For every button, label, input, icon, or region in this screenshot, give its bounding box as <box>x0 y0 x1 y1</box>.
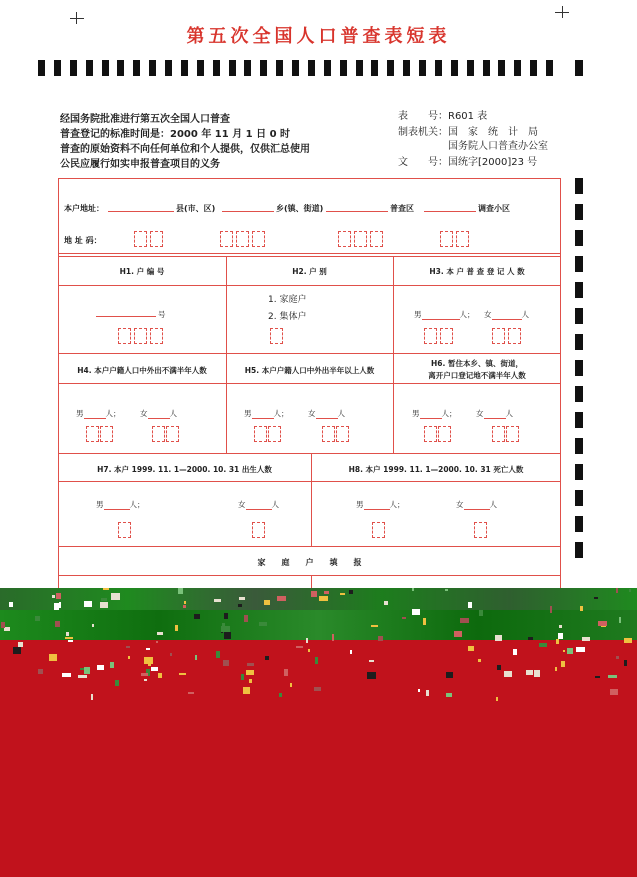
h3-male: 男 人； <box>414 310 475 319</box>
noise-pixel <box>378 636 383 641</box>
noise-pixel <box>534 670 540 677</box>
timing-mark <box>467 60 474 76</box>
noise-pixel <box>426 690 429 696</box>
noise-pixel <box>35 616 40 621</box>
code-box[interactable] <box>220 231 233 247</box>
h8-female-box[interactable] <box>474 522 487 538</box>
h5-box[interactable] <box>254 426 267 442</box>
header-note: 普查登记的标准时间是：2000 年 11 月 1 日 0 时 <box>60 129 291 140</box>
scan-artifact-fill <box>0 640 637 877</box>
noise-pixel <box>495 635 502 641</box>
timing-mark <box>575 256 583 272</box>
noise-pixel <box>445 589 448 591</box>
noise-pixel <box>598 621 607 626</box>
noise-pixel <box>624 638 632 643</box>
timing-mark <box>575 230 583 246</box>
noise-pixel <box>65 637 73 639</box>
noise-pixel <box>156 641 158 643</box>
address-label: 本户地址： <box>64 204 104 213</box>
doc-no: 国统字[2000]23 号 <box>448 157 538 168</box>
noise-pixel <box>179 673 186 675</box>
noise-pixel <box>188 692 194 694</box>
h7-label: H7. 本户 1999. 11. 1—2000. 10. 31 出生人数 <box>97 465 272 474</box>
noise-pixel <box>412 609 420 615</box>
noise-pixel <box>194 614 200 619</box>
h1-label: H1. 户 编 号 <box>119 267 165 276</box>
noise-pixel <box>214 599 221 602</box>
noise-pixel <box>216 651 220 658</box>
noise-pixel <box>608 675 617 678</box>
noise-pixel <box>97 665 104 670</box>
address-district-field[interactable] <box>326 203 388 212</box>
noise-pixel <box>259 622 267 626</box>
noise-pixel <box>157 632 163 635</box>
noise-pixel <box>468 602 472 608</box>
address-district: 普查区 <box>390 204 414 213</box>
noise-pixel <box>144 679 147 681</box>
h3-male-box[interactable] <box>440 328 453 344</box>
h4-box[interactable] <box>166 426 179 442</box>
noise-pixel <box>284 669 288 676</box>
noise-pixel <box>59 602 61 608</box>
noise-pixel <box>567 648 573 654</box>
timing-mark <box>575 412 583 428</box>
noise-pixel <box>616 656 619 659</box>
timing-mark <box>575 178 583 194</box>
noise-pixel <box>56 593 61 599</box>
noise-pixel <box>92 624 94 627</box>
h6-box[interactable] <box>438 426 451 442</box>
noise-pixel <box>412 588 414 591</box>
noise-pixel <box>418 689 420 692</box>
issuer-label: 制表机关： <box>398 127 448 138</box>
crop-mark-right-h <box>555 12 569 13</box>
noise-pixel <box>141 673 148 676</box>
h3-female-box[interactable] <box>508 328 521 344</box>
h4-label: H4. 本户户籍人口中外出不满半年人数 <box>77 366 207 375</box>
timing-mark <box>575 438 583 454</box>
noise-pixel <box>423 618 426 625</box>
timing-mark <box>371 60 378 76</box>
timing-mark <box>276 60 283 76</box>
h7-male-box[interactable] <box>118 522 131 538</box>
noise-pixel <box>594 597 598 599</box>
noise-pixel <box>319 596 328 601</box>
family-section-heading: 家 庭 户 填 报 <box>257 558 362 567</box>
noise-pixel <box>115 680 119 686</box>
address-subdistrict-field[interactable] <box>424 203 476 212</box>
timing-mark <box>403 60 410 76</box>
noise-pixel <box>175 625 178 631</box>
noise-pixel <box>576 647 585 652</box>
noise-pixel <box>497 665 501 670</box>
noise-pixel <box>290 683 292 687</box>
noise-pixel <box>158 673 162 678</box>
timing-mark <box>38 60 45 76</box>
timing-mark <box>133 60 140 76</box>
timing-mark <box>149 60 156 76</box>
form-title: 第五次全国人口普查表短表 <box>186 26 451 47</box>
h4-box[interactable] <box>100 426 113 442</box>
timing-mark <box>213 60 220 76</box>
timing-mark <box>387 60 394 76</box>
noise-pixel <box>308 649 310 652</box>
noise-pixel <box>78 675 87 678</box>
h2-option-collective[interactable]: 2. 集体户 <box>268 312 307 322</box>
timing-mark <box>575 282 583 298</box>
h8-male-box[interactable] <box>372 522 385 538</box>
timing-mark <box>451 60 458 76</box>
noise-pixel <box>246 670 254 675</box>
noise-pixel <box>126 646 130 648</box>
noise-pixel <box>496 697 498 701</box>
timing-mark <box>575 464 583 480</box>
noise-pixel <box>468 646 474 651</box>
h3-female-box[interactable] <box>492 328 505 344</box>
header-note: 普查的原始资料不向任何单位和个人提供，仅供汇总使用 <box>60 144 310 155</box>
noise-pixel <box>146 648 150 650</box>
noise-pixel <box>265 656 269 660</box>
timing-mark <box>498 60 505 76</box>
noise-pixel <box>224 613 228 619</box>
h1-box[interactable] <box>118 328 131 344</box>
noise-pixel <box>224 632 231 639</box>
code-box[interactable] <box>338 231 351 247</box>
timing-mark <box>575 360 583 376</box>
timing-mark <box>340 60 347 76</box>
noise-pixel <box>384 601 388 605</box>
noise-pixel <box>526 670 533 675</box>
noise-pixel <box>110 662 114 668</box>
noise-pixel <box>324 591 329 594</box>
noise-pixel <box>128 656 130 659</box>
h1-field[interactable] <box>96 308 156 317</box>
noise-pixel <box>241 674 244 680</box>
header-note: 公民应履行如实申报普查项目的义务 <box>60 159 220 170</box>
noise-pixel <box>478 659 481 662</box>
noise-pixel <box>100 602 108 608</box>
noise-pixel <box>243 687 250 694</box>
timing-marks-right <box>575 60 584 560</box>
noise-pixel <box>247 663 254 666</box>
noise-pixel <box>315 657 318 664</box>
noise-pixel <box>402 617 406 619</box>
noise-pixel <box>446 672 453 678</box>
h2-option-family[interactable]: 1. 家庭户 <box>268 295 307 305</box>
h6-male: 男 人； <box>412 409 457 418</box>
code-box[interactable] <box>252 231 265 247</box>
noise-pixel <box>84 667 90 674</box>
noise-pixel <box>350 650 352 654</box>
noise-pixel <box>68 640 73 642</box>
h4-female: 女 人 <box>140 409 177 418</box>
doc-label: 文 号： <box>398 157 448 168</box>
timing-mark <box>260 60 267 76</box>
code-box[interactable] <box>456 231 469 247</box>
noise-pixel <box>504 671 512 677</box>
noise-pixel <box>528 637 533 640</box>
timing-mark <box>575 308 583 324</box>
scan-artifact-band <box>0 610 637 640</box>
timing-mark <box>197 60 204 76</box>
noise-pixel <box>454 631 462 637</box>
timing-mark <box>514 60 521 76</box>
crop-mark-left-h <box>70 18 84 19</box>
h4-box[interactable] <box>86 426 99 442</box>
timing-mark <box>575 60 583 76</box>
timing-mark <box>86 60 93 76</box>
noise-pixel <box>314 687 321 691</box>
h7-male: 男 人； <box>96 500 145 509</box>
noise-pixel <box>610 689 618 695</box>
code-box[interactable] <box>440 231 453 247</box>
noise-pixel <box>311 591 317 597</box>
noise-pixel <box>249 679 252 683</box>
code-box[interactable] <box>236 231 249 247</box>
noise-pixel <box>460 618 469 623</box>
noise-pixel <box>170 653 172 656</box>
issuer-1: 国 家 统 计 局 <box>448 127 538 138</box>
noise-pixel <box>371 625 378 627</box>
noise-pixel <box>178 588 183 594</box>
form-no: R601 表 <box>448 111 488 122</box>
h5-male: 男 人； <box>244 409 289 418</box>
h5-label: H5. 本户户籍人口中外出半年以上人数 <box>244 366 375 375</box>
address-county-field[interactable] <box>108 203 174 212</box>
noise-pixel <box>277 596 286 601</box>
noise-pixel <box>555 667 557 671</box>
h8-label: H8. 本户 1999. 11. 1—2000. 10. 31 死亡人数 <box>348 465 524 474</box>
noise-pixel <box>84 601 92 607</box>
timing-mark <box>575 516 583 532</box>
noise-pixel <box>239 597 245 600</box>
h1-box[interactable] <box>134 328 147 344</box>
noise-pixel <box>195 655 197 660</box>
noise-pixel <box>111 593 120 600</box>
noise-pixel <box>513 649 517 655</box>
address-township-field[interactable] <box>222 203 274 212</box>
noise-pixel <box>62 673 71 677</box>
code-box[interactable] <box>354 231 367 247</box>
noise-pixel <box>369 660 374 662</box>
h4-male: 男 人； <box>76 409 121 418</box>
timing-mark <box>575 386 583 402</box>
timing-mark <box>308 60 315 76</box>
noise-pixel <box>264 600 270 605</box>
address-township: 乡(镇、街道) <box>276 204 324 213</box>
h7-female: 女 人 <box>238 500 279 509</box>
timing-mark <box>546 60 553 76</box>
issuer-2: 国务院人口普查办公室 <box>448 141 548 152</box>
h6-label-2: 离开户口登记地不满半年人数 <box>428 371 526 380</box>
timing-marks-top <box>38 60 553 76</box>
timing-mark <box>292 60 299 76</box>
timing-mark <box>575 204 583 220</box>
noise-pixel <box>101 598 107 601</box>
noise-pixel <box>66 632 69 636</box>
timing-mark <box>117 60 124 76</box>
address-code-label: 地 址 码： <box>64 236 102 245</box>
timing-mark <box>102 60 109 76</box>
noise-pixel <box>616 588 618 593</box>
noise-pixel <box>151 667 158 671</box>
noise-pixel <box>479 610 483 616</box>
noise-pixel <box>38 669 43 674</box>
noise-pixel <box>18 642 23 647</box>
timing-mark <box>70 60 77 76</box>
noise-pixel <box>332 634 334 641</box>
h3-label: H3. 本 户 普 查 登 记 人 数 <box>429 267 525 276</box>
h1-suffix: 号 <box>158 310 166 319</box>
noise-pixel <box>550 606 552 613</box>
timing-mark <box>356 60 363 76</box>
timing-mark <box>575 334 583 350</box>
h6-label-1: H6. 暂住本乡、镇、街道， <box>431 359 523 368</box>
noise-pixel <box>556 639 559 644</box>
h2-box[interactable] <box>270 328 283 344</box>
noise-pixel <box>55 621 60 627</box>
h6-box[interactable] <box>492 426 505 442</box>
header-notes <box>60 112 360 172</box>
noise-pixel <box>183 605 186 608</box>
noise-pixel <box>624 660 627 666</box>
timing-mark <box>229 60 236 76</box>
noise-pixel <box>580 606 583 611</box>
noise-pixel <box>184 601 186 604</box>
address-subdistrict: 调查小区 <box>478 204 510 213</box>
timing-mark <box>181 60 188 76</box>
noise-pixel <box>91 694 93 700</box>
noise-pixel <box>446 693 452 697</box>
noise-pixel <box>13 647 21 654</box>
timing-mark <box>530 60 537 76</box>
timing-mark <box>575 490 583 506</box>
h6-female: 女 人 <box>476 409 513 418</box>
code-box[interactable] <box>370 231 383 247</box>
h8-female: 女 人 <box>456 500 497 509</box>
h4-box[interactable] <box>152 426 165 442</box>
h5-female: 女 人 <box>308 409 345 418</box>
noise-pixel <box>340 593 345 595</box>
timing-mark <box>483 60 490 76</box>
noise-pixel <box>558 633 563 639</box>
noise-pixel <box>595 676 600 678</box>
noise-pixel <box>244 615 248 622</box>
code-box[interactable] <box>134 231 147 247</box>
noise-pixel <box>144 657 153 664</box>
h5-box[interactable] <box>336 426 349 442</box>
noise-pixel <box>296 646 303 648</box>
header-note: 经国务院批准进行第五次全国人口普查 <box>60 114 230 125</box>
noise-pixel <box>238 604 242 607</box>
noise-pixel <box>563 650 565 652</box>
noise-pixel <box>52 595 55 598</box>
code-box[interactable] <box>150 231 163 247</box>
h5-box[interactable] <box>268 426 281 442</box>
noise-pixel <box>367 672 376 679</box>
timing-mark <box>244 60 251 76</box>
h5-box[interactable] <box>322 426 335 442</box>
h8-male: 男 人； <box>356 500 405 509</box>
form-meta <box>398 110 563 170</box>
timing-mark <box>54 60 61 76</box>
noise-pixel <box>223 660 229 666</box>
timing-mark <box>575 542 583 558</box>
timing-mark <box>324 60 331 76</box>
noise-pixel <box>539 643 547 647</box>
noise-pixel <box>1 622 5 628</box>
h2-label: H2. 户 别 <box>292 267 327 276</box>
noise-pixel <box>103 588 109 590</box>
noise-pixel <box>582 637 590 641</box>
h6-box[interactable] <box>424 426 437 442</box>
h6-box[interactable] <box>506 426 519 442</box>
h3-female: 女 人 <box>484 310 529 319</box>
noise-pixel <box>559 625 562 628</box>
h7-female-box[interactable] <box>252 522 265 538</box>
noise-pixel <box>349 590 353 594</box>
noise-pixel <box>561 661 565 667</box>
timing-mark <box>419 60 426 76</box>
timing-mark <box>165 60 172 76</box>
noise-pixel <box>619 617 621 623</box>
h3-male-box[interactable] <box>424 328 437 344</box>
noise-pixel <box>629 589 631 592</box>
timing-mark <box>435 60 442 76</box>
h1-box[interactable] <box>150 328 163 344</box>
form-no-label: 表 号： <box>398 111 448 122</box>
noise-pixel <box>279 693 282 697</box>
noise-pixel <box>49 654 57 661</box>
noise-pixel <box>306 638 308 643</box>
noise-pixel <box>9 602 13 607</box>
address-county: 县(市、区) <box>176 204 216 213</box>
